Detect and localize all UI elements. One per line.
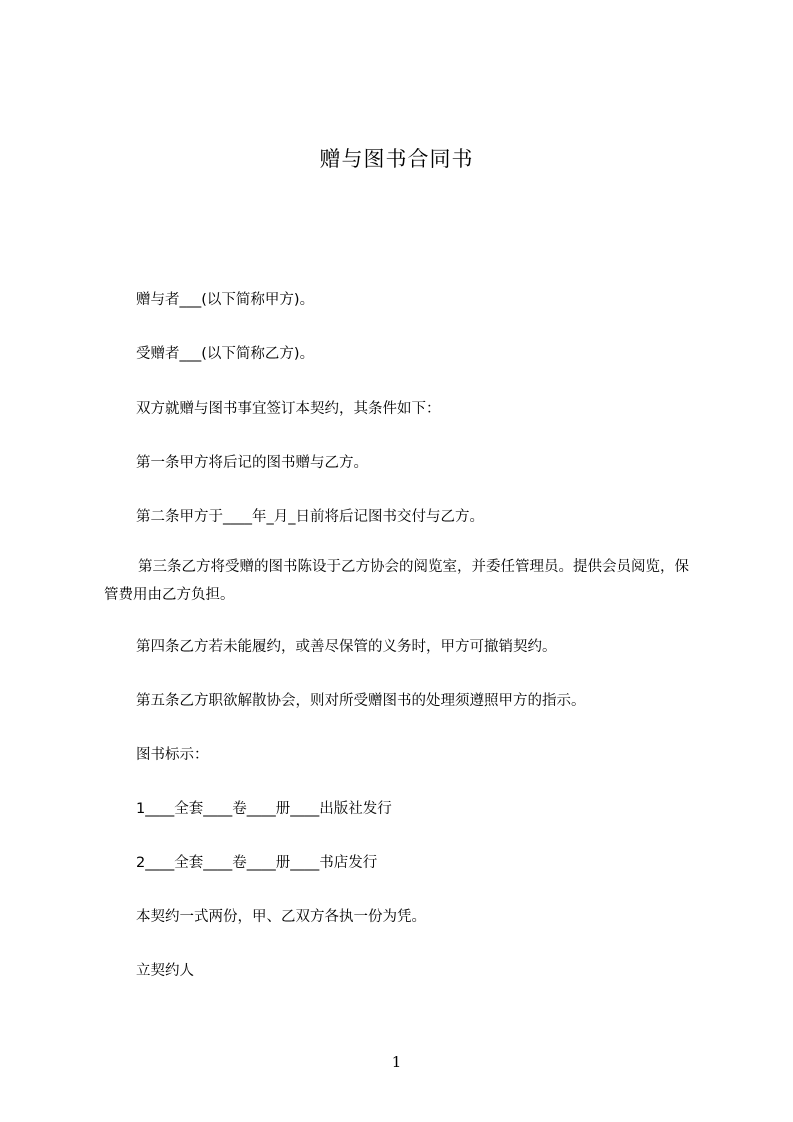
page-number: 1: [391, 1053, 402, 1071]
clause-5: 第五条乙方职欲解散协会，则对所受赠图书的处理须遵照甲方的指示。: [136, 693, 586, 709]
document-title: 赠与图书合同书: [319, 147, 474, 171]
copies-note: 本契约一式两份，甲、乙双方各执一份为凭。: [136, 909, 426, 925]
agreement-intro: 双方就赠与图书事宜签订本契约，其条件如下：: [136, 401, 441, 417]
book-item-2: 2____全套____卷____册____书店发行: [136, 855, 378, 871]
donor-line: 赠与者___(以下简称甲方)。: [136, 292, 315, 308]
recipient-line: 受赠者___(以下简称乙方)。: [136, 346, 315, 362]
clause-3: 第三条乙方将受赠的图书陈设于乙方协会的阅览室，并委任管理员。提供会员阅览，保管费用由乙方负担。: [104, 559, 689, 603]
signatory-label: 立契约人: [136, 963, 194, 979]
clause-2: 第二条甲方于____年_月_日前将后记图书交付与乙方。: [136, 509, 484, 525]
book-label-heading: 图书标示：: [136, 747, 209, 763]
book-item-1: 1____全套____卷____册____出版社发行: [136, 801, 392, 817]
clause-4: 第四条乙方若未能履约，或善尽保管的义务时，甲方可撤销契约。: [136, 639, 557, 655]
clause-1: 第一条甲方将后记的图书赠与乙方。: [136, 455, 368, 471]
